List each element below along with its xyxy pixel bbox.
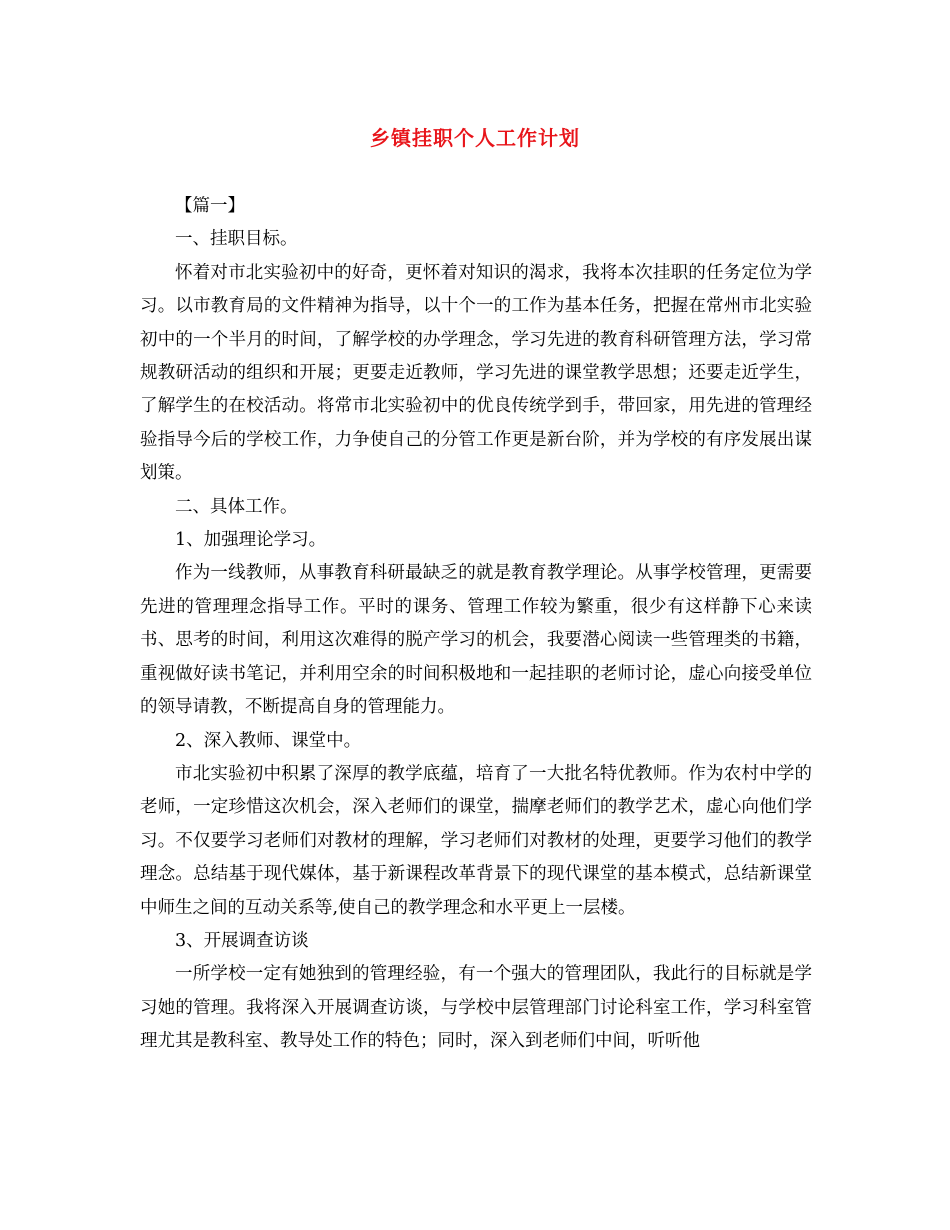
paragraph-section-header: 【篇一】	[175, 196, 245, 216]
paragraph-theory: 作为一线教师，从事教育科研最缺乏的就是教育教学理论。从事学校管理，更需要先进的管理理念指导工作。平时的课务、管理工作较为繁重，很少有这样静下心来读书、思考的时间，利用这次难得的脱产学习的机会，我要潜心阅读一些管理类的书籍，重视做好读书笔记，并利用空余的时间积极地和一起挂职的老师讨论，虚心向接受单位的领导请教，不断提高自身的管理能力。	[140, 563, 812, 718]
paragraph-subheading-classroom: 2、深入教师、课堂中。	[175, 730, 362, 751]
document-title: 乡镇挂职个人工作计划	[370, 126, 580, 150]
paragraph-heading-work: 二、具体工作。	[175, 496, 298, 517]
document-body	[140, 190, 812, 1059]
paragraph-goals: 怀着对市北实验初中的好奇，更怀着对知识的渴求，我将本次挂职的任务定位为学习。以市教育局的文件精神为指导，以十个一的工作为基本任务，把握在常州市北实验初中的一个半月的时间，了解学校的办学理念，学习先进的教育科研管理方法，学习常规教研活动的组织和开展；更要走近教师，学习先进的课堂教学思想；还要走近学生，了解学生的在校活动。将常市北实验初中的优良传统学到手，带回家，用先进的管理经验指导今后的学校工作，力争使自己的分管工作更是新台阶，并为学校的有序发展出谋划策。	[140, 262, 812, 484]
paragraph-subheading-survey: 3、开展调查访谈	[175, 930, 309, 951]
paragraph-classroom: 市北实验初中积累了深厚的教学底蕴，培育了一大批名特优教师。作为农村中学的老师，一定珍惜这次机会，深入老师们的课堂，揣摩老师们的教学艺术，虚心向他们学习。不仅要学习老师们对教材的理解，学习老师们对教材的处理，更要学习他们的教学理念。总结基于现代媒体，基于新课程改革背景下的现代课堂的基本模式，总结新课堂中师生之间的互动关系等,使自己的教学理念和水平更上一层楼。	[140, 763, 812, 918]
paragraph-subheading-theory: 1、加强理论学习。	[175, 530, 327, 551]
paragraph-heading-goals: 一、挂职目标。	[175, 229, 298, 250]
paragraph-survey: 一所学校一定有她独到的管理经验，有一个强大的管理团队，我此行的目标就是学习她的管理。我将深入开展调查访谈，与学校中层管理部门讨论科室工作，学习科室管理尤其是教科室、教导处工作的特色；同时，深入到老师们中间，听听他	[140, 964, 812, 1052]
